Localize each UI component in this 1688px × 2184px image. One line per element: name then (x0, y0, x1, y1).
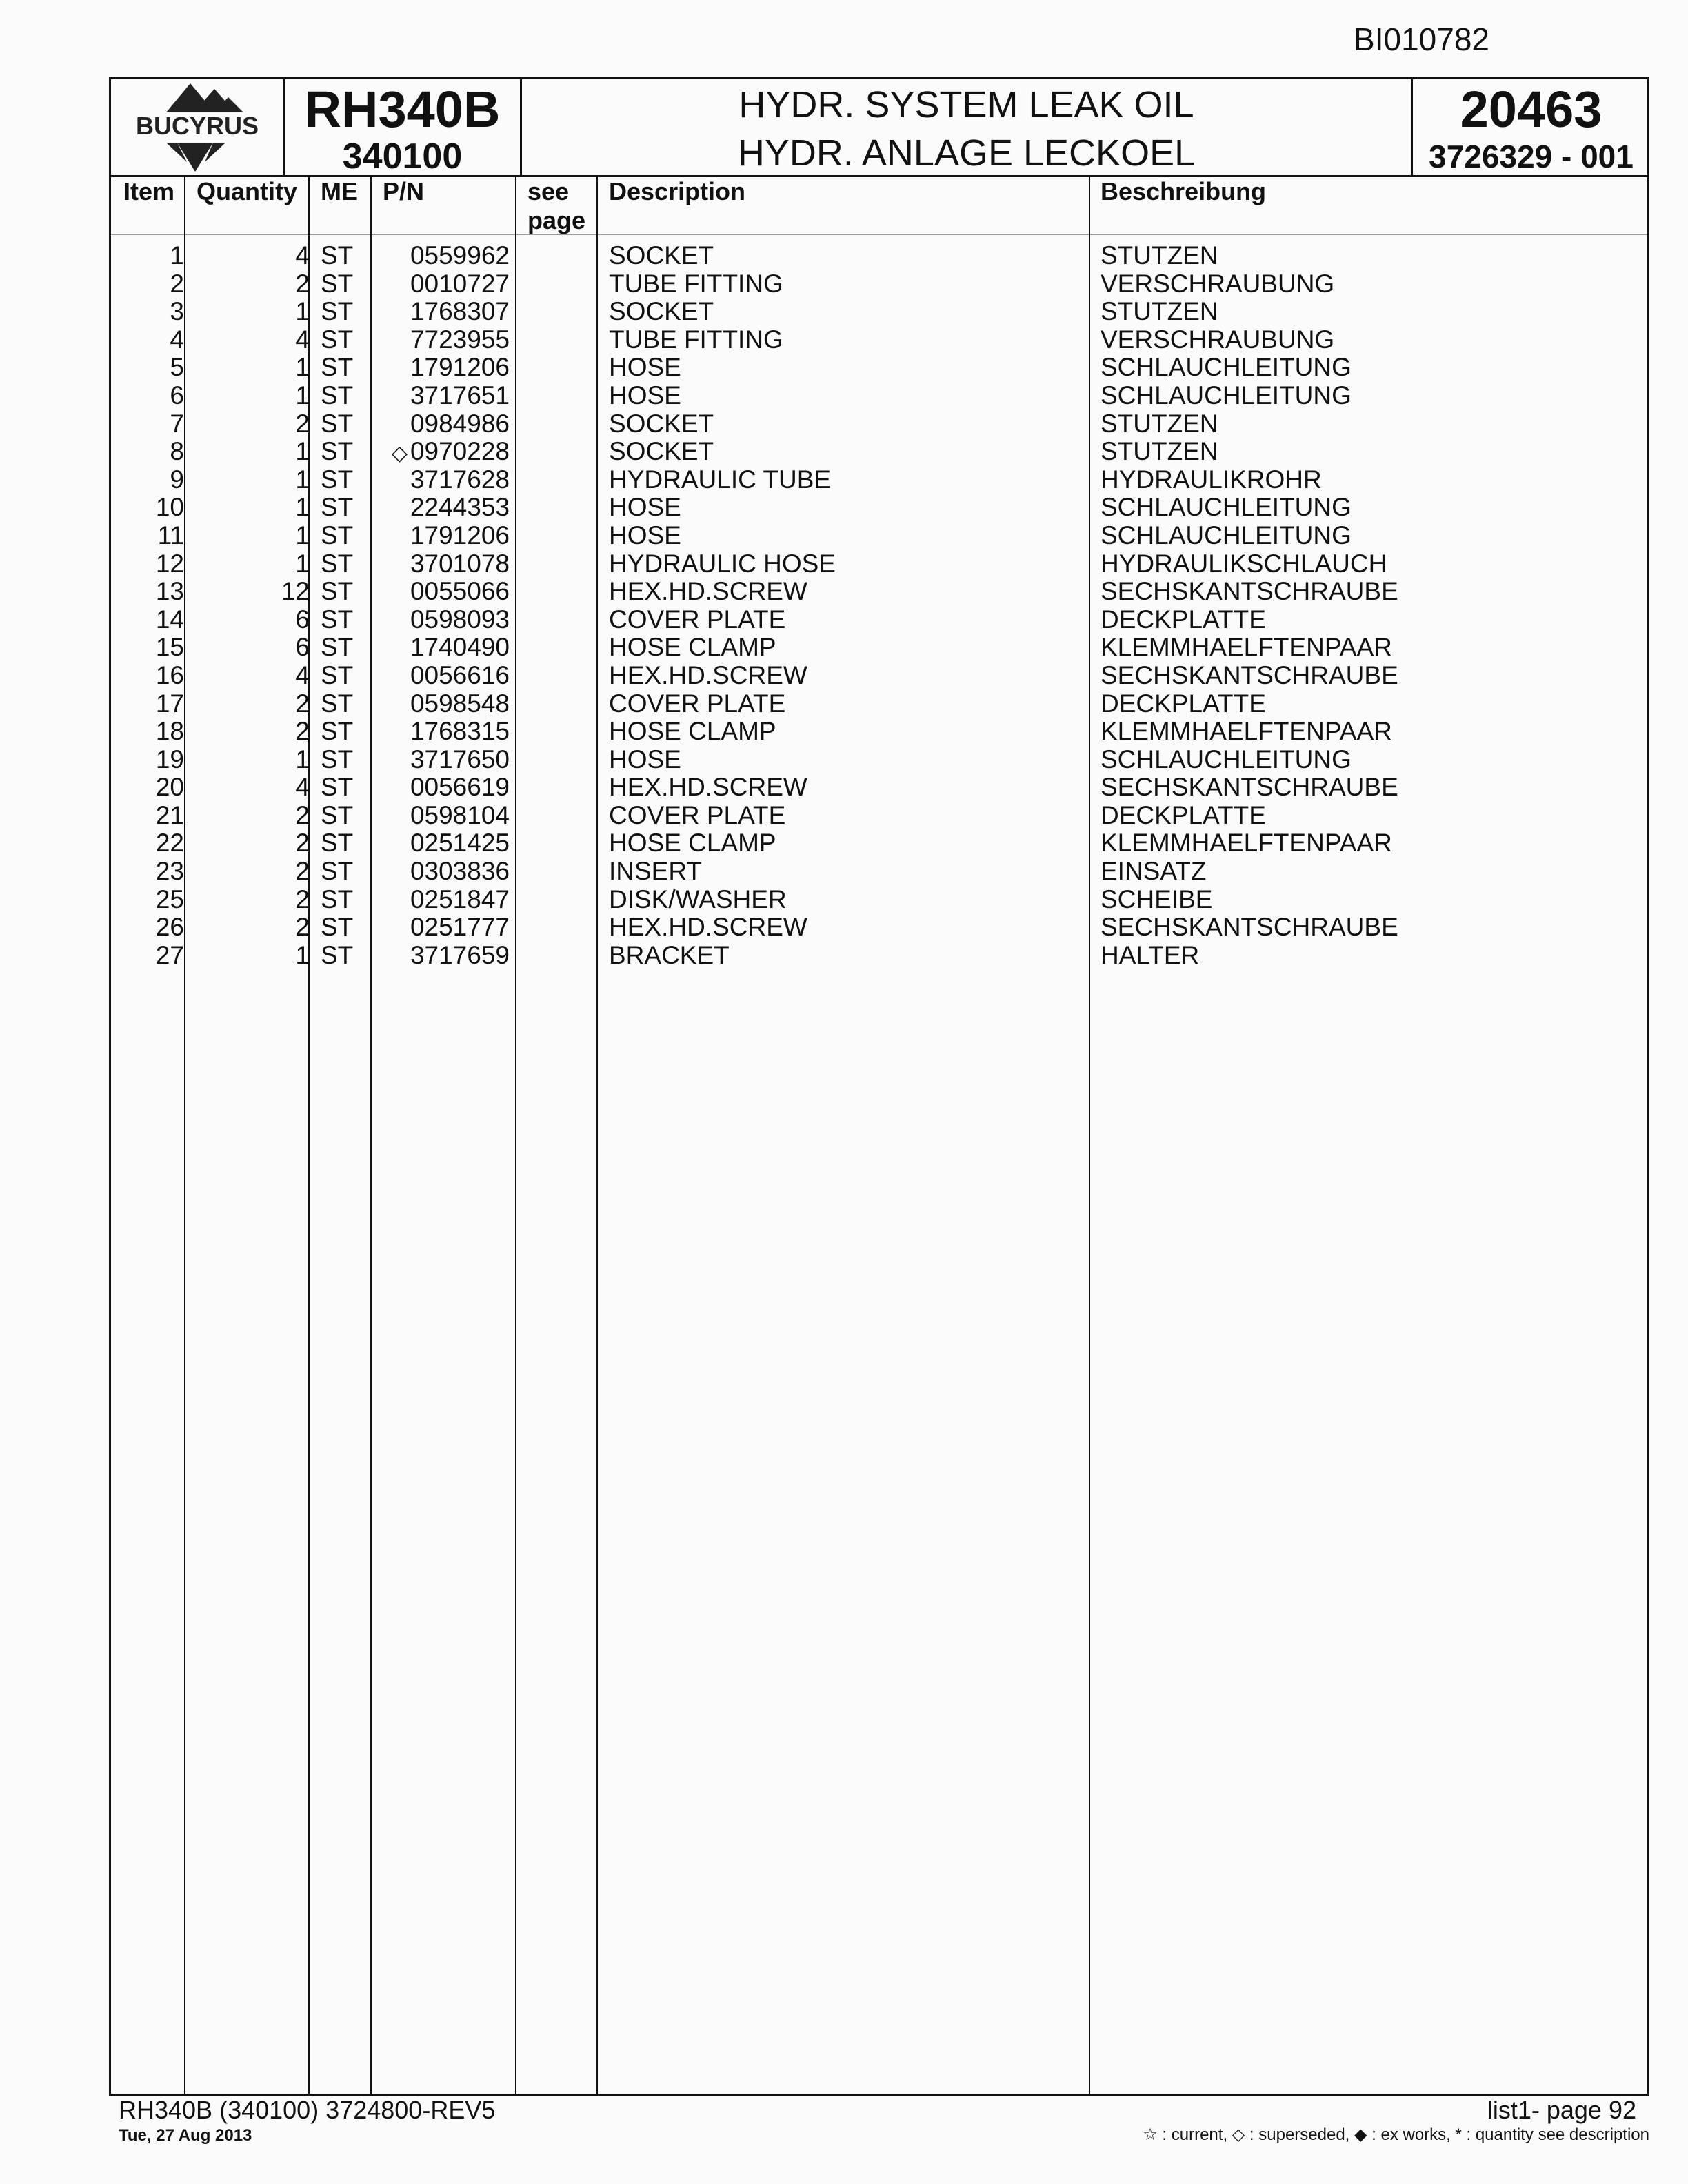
col-page: page (528, 206, 586, 234)
quantity: 4 (295, 241, 310, 270)
description: HEX.HD.SCREW (609, 660, 807, 689)
table-row (111, 774, 1647, 802)
part-number: 0055066 (410, 577, 510, 606)
quantity: 1 (295, 520, 310, 549)
beschreibung: KLEMMHAELFTENPAAR (1101, 633, 1392, 662)
unit: ST (321, 437, 354, 466)
beschreibung: KLEMMHAELFTENPAAR (1101, 717, 1392, 746)
table-row (111, 494, 1647, 522)
unit: ST (321, 241, 354, 270)
item-number: 12 (155, 549, 184, 578)
description: HYDRAULIC HOSE (609, 549, 836, 578)
quantity: 2 (295, 409, 310, 438)
description: HOSE CLAMP (609, 829, 776, 858)
unit: ST (321, 297, 354, 326)
model-name: RH340B (304, 81, 501, 138)
parts-list-frame (109, 77, 1649, 2096)
quantity: 4 (295, 325, 310, 354)
item-number: 13 (155, 577, 184, 606)
model-cell (285, 79, 522, 175)
part-number: 1791206 (410, 520, 510, 549)
item-number: 25 (155, 884, 184, 913)
quantity: 2 (295, 689, 310, 718)
description: SOCKET (609, 437, 714, 466)
part-number: 3717628 (410, 465, 510, 494)
part-number: 0598093 (410, 605, 510, 634)
part-number: 1768315 (410, 717, 510, 746)
bucyrus-logo (111, 79, 283, 175)
svg-text:BUCYRUS: BUCYRUS (135, 112, 259, 140)
beschreibung: SCHEIBE (1101, 884, 1213, 913)
part-number: 0056616 (410, 660, 510, 689)
quantity: 2 (295, 913, 310, 942)
beschreibung: DECKPLATTE (1101, 689, 1266, 718)
col-pn: P/N (383, 177, 425, 205)
beschreibung: KLEMMHAELFTENPAAR (1101, 829, 1392, 858)
unit: ST (321, 857, 354, 886)
description: TUBE FITTING (609, 325, 783, 354)
table-row (111, 578, 1647, 606)
item-number: 7 (170, 409, 184, 438)
unit: ST (321, 409, 354, 438)
description: HOSE (609, 745, 681, 774)
table-row (111, 550, 1647, 578)
description: COVER PLATE (609, 800, 786, 829)
col-see: see (528, 177, 570, 205)
table-row (111, 802, 1647, 830)
part-number: 0303836 (410, 857, 510, 886)
item-number: 3 (170, 297, 184, 326)
quantity: 1 (295, 549, 310, 578)
description: BRACKET (609, 940, 730, 969)
page-number-cell (1413, 79, 1649, 175)
title-cell (522, 79, 1413, 175)
quantity: 2 (295, 857, 310, 886)
col-beschreibung: Beschreibung (1101, 177, 1267, 205)
description: HOSE (609, 520, 681, 549)
part-number: 0598548 (410, 689, 510, 718)
table-row (111, 718, 1647, 746)
table-row (111, 410, 1647, 438)
unit: ST (321, 269, 354, 298)
document-id: BI010782 (1354, 21, 1489, 57)
description: HOSE (609, 353, 681, 382)
quantity: 1 (295, 437, 310, 466)
table-row (111, 858, 1647, 886)
beschreibung: VERSCHRAUBUNG (1101, 325, 1335, 354)
header-band (111, 79, 1647, 177)
table-row (111, 438, 1647, 466)
part-number-text: 0970228 (410, 437, 510, 466)
part-number: 7723955 (410, 325, 510, 354)
quantity: 1 (295, 381, 310, 410)
table-row (111, 634, 1647, 662)
unit: ST (321, 800, 354, 829)
col-item: Item (123, 177, 175, 205)
quantity: 6 (295, 633, 310, 662)
description: HYDRAULIC TUBE (609, 465, 832, 494)
beschreibung: SCHLAUCHLEITUNG (1101, 353, 1352, 382)
item-number: 1 (170, 241, 184, 270)
part-number: 0598104 (410, 800, 510, 829)
unit: ST (321, 577, 354, 606)
table-row (111, 466, 1647, 494)
quantity: 1 (295, 745, 310, 774)
part-number: 0251847 (410, 884, 510, 913)
footer-date: Tue, 27 Aug 2013 (119, 2126, 252, 2145)
quantity: 1 (295, 297, 310, 326)
quantity: 1 (295, 493, 310, 522)
item-number: 19 (155, 745, 184, 774)
description: TUBE FITTING (609, 269, 783, 298)
part-number: 0056619 (410, 773, 510, 802)
quantity: 1 (295, 940, 310, 969)
description: HEX.HD.SCREW (609, 577, 807, 606)
description: HOSE CLAMP (609, 633, 776, 662)
col-me: ME (321, 177, 358, 205)
table-row (111, 270, 1647, 299)
item-number: 6 (170, 381, 184, 410)
table-row (111, 522, 1647, 550)
table-row (111, 886, 1647, 914)
item-number: 5 (170, 353, 184, 382)
description: DISK/WASHER (609, 884, 787, 913)
quantity: 4 (295, 773, 310, 802)
beschreibung: STUTZEN (1101, 409, 1218, 438)
part-number: 0251425 (410, 829, 510, 858)
description: COVER PLATE (609, 689, 786, 718)
item-number: 23 (155, 857, 184, 886)
unit: ST (321, 353, 354, 382)
unit: ST (321, 745, 354, 774)
quantity: 1 (295, 353, 310, 382)
part-number: 3717650 (410, 745, 510, 774)
quantity: 2 (295, 800, 310, 829)
part-number: 1740490 (410, 633, 510, 662)
quantity: 4 (295, 660, 310, 689)
unit: ST (321, 465, 354, 494)
item-number: 22 (155, 829, 184, 858)
table-row (111, 746, 1647, 774)
parts-table-body (111, 242, 1647, 969)
part-number: 1768307 (410, 297, 510, 326)
part-number: 2244353 (410, 493, 510, 522)
beschreibung: HYDRAULIKSCHLAUCH (1101, 549, 1387, 578)
beschreibung: SCHLAUCHLEITUNG (1101, 381, 1352, 410)
part-number: 1791206 (410, 353, 510, 382)
part-number: 0559962 (410, 241, 510, 270)
col-quantity: Quantity (197, 177, 298, 205)
part-number: 3701078 (410, 549, 510, 578)
unit: ST (321, 913, 354, 942)
table-row (111, 382, 1647, 410)
beschreibung: SCHLAUCHLEITUNG (1101, 520, 1352, 549)
column-header-row (111, 177, 1647, 235)
beschreibung: STUTZEN (1101, 437, 1218, 466)
beschreibung: DECKPLATTE (1101, 605, 1266, 634)
quantity: 6 (295, 605, 310, 634)
title-english: HYDR. SYSTEM LEAK OIL (738, 84, 1194, 125)
part-number: 0251777 (410, 913, 510, 942)
unit: ST (321, 940, 354, 969)
item-number: 2 (170, 269, 184, 298)
description: HOSE CLAMP (609, 717, 776, 746)
unit: ST (321, 660, 354, 689)
item-number: 16 (155, 660, 184, 689)
col-description: Description (609, 177, 746, 205)
beschreibung: SECHSKANTSCHRAUBE (1101, 773, 1398, 802)
footer-reference: RH340B (340100) 3724800-REV5 (119, 2096, 496, 2124)
page-number: 20463 (1460, 81, 1602, 138)
item-number: 15 (155, 633, 184, 662)
description: INSERT (609, 857, 703, 886)
part-number: 0984986 (410, 409, 510, 438)
unit: ST (321, 633, 354, 662)
description: SOCKET (609, 241, 714, 270)
unit: ST (321, 773, 354, 802)
item-number: 21 (155, 800, 184, 829)
beschreibung: STUTZEN (1101, 297, 1218, 326)
table-row (111, 829, 1647, 858)
description: SOCKET (609, 409, 714, 438)
unit: ST (321, 493, 354, 522)
item-number: 8 (170, 437, 184, 466)
unit: ST (321, 605, 354, 634)
drawing-number: 3726329 - 001 (1429, 139, 1634, 174)
serial-number: 340100 (342, 136, 463, 176)
beschreibung: STUTZEN (1101, 241, 1218, 270)
description: COVER PLATE (609, 605, 786, 634)
part-number (392, 438, 510, 468)
footer-page: list1- page 92 (1487, 2096, 1636, 2124)
table-row (111, 606, 1647, 634)
table-row (111, 662, 1647, 690)
description: HEX.HD.SCREW (609, 913, 807, 942)
unit: ST (321, 717, 354, 746)
table-row (111, 690, 1647, 718)
description: HOSE (609, 493, 681, 522)
item-number: 26 (155, 913, 184, 942)
beschreibung: HYDRAULIKROHR (1101, 465, 1322, 494)
description: HOSE (609, 381, 681, 410)
item-number: 4 (170, 325, 184, 354)
beschreibung: EINSATZ (1101, 857, 1207, 886)
part-number: 0010727 (410, 269, 510, 298)
item-number: 9 (170, 465, 184, 494)
unit: ST (321, 829, 354, 858)
description: HEX.HD.SCREW (609, 773, 807, 802)
unit: ST (321, 689, 354, 718)
unit: ST (321, 549, 354, 578)
quantity: 2 (295, 829, 310, 858)
beschreibung: SECHSKANTSCHRAUBE (1101, 660, 1398, 689)
item-number: 11 (157, 520, 184, 549)
quantity: 2 (295, 717, 310, 746)
beschreibung: SCHLAUCHLEITUNG (1101, 745, 1352, 774)
table-row (111, 326, 1647, 354)
table-row (111, 913, 1647, 942)
superseded-icon: ◇ (391, 442, 408, 465)
quantity: 12 (281, 577, 310, 606)
part-number: 3717659 (410, 940, 510, 969)
part-number: 3717651 (410, 381, 510, 410)
table-row (111, 354, 1647, 382)
title-german: HYDR. ANLAGE LECKOEL (737, 132, 1196, 174)
beschreibung: SECHSKANTSCHRAUBE (1101, 577, 1398, 606)
quantity: 1 (295, 465, 310, 494)
item-number: 10 (155, 493, 184, 522)
unit: ST (321, 884, 354, 913)
quantity: 2 (295, 884, 310, 913)
logo-cell (111, 79, 285, 175)
item-number: 20 (155, 773, 184, 802)
beschreibung: VERSCHRAUBUNG (1101, 269, 1335, 298)
item-number: 18 (155, 717, 184, 746)
beschreibung: DECKPLATTE (1101, 800, 1266, 829)
table-row (111, 942, 1647, 970)
quantity: 2 (295, 269, 310, 298)
beschreibung: SCHLAUCHLEITUNG (1101, 493, 1352, 522)
beschreibung: SECHSKANTSCHRAUBE (1101, 913, 1398, 942)
unit: ST (321, 381, 354, 410)
unit: ST (321, 520, 354, 549)
description: SOCKET (609, 297, 714, 326)
table-row (111, 298, 1647, 326)
item-number: 17 (155, 689, 184, 718)
item-number: 14 (155, 605, 184, 634)
table-row (111, 242, 1647, 270)
footer-legend: ☆ : current, ◇ : superseded, ◆ : ex works, * : quantity see description (1143, 2125, 1649, 2144)
item-number: 27 (155, 940, 184, 969)
unit: ST (321, 325, 354, 354)
beschreibung: HALTER (1101, 940, 1200, 969)
